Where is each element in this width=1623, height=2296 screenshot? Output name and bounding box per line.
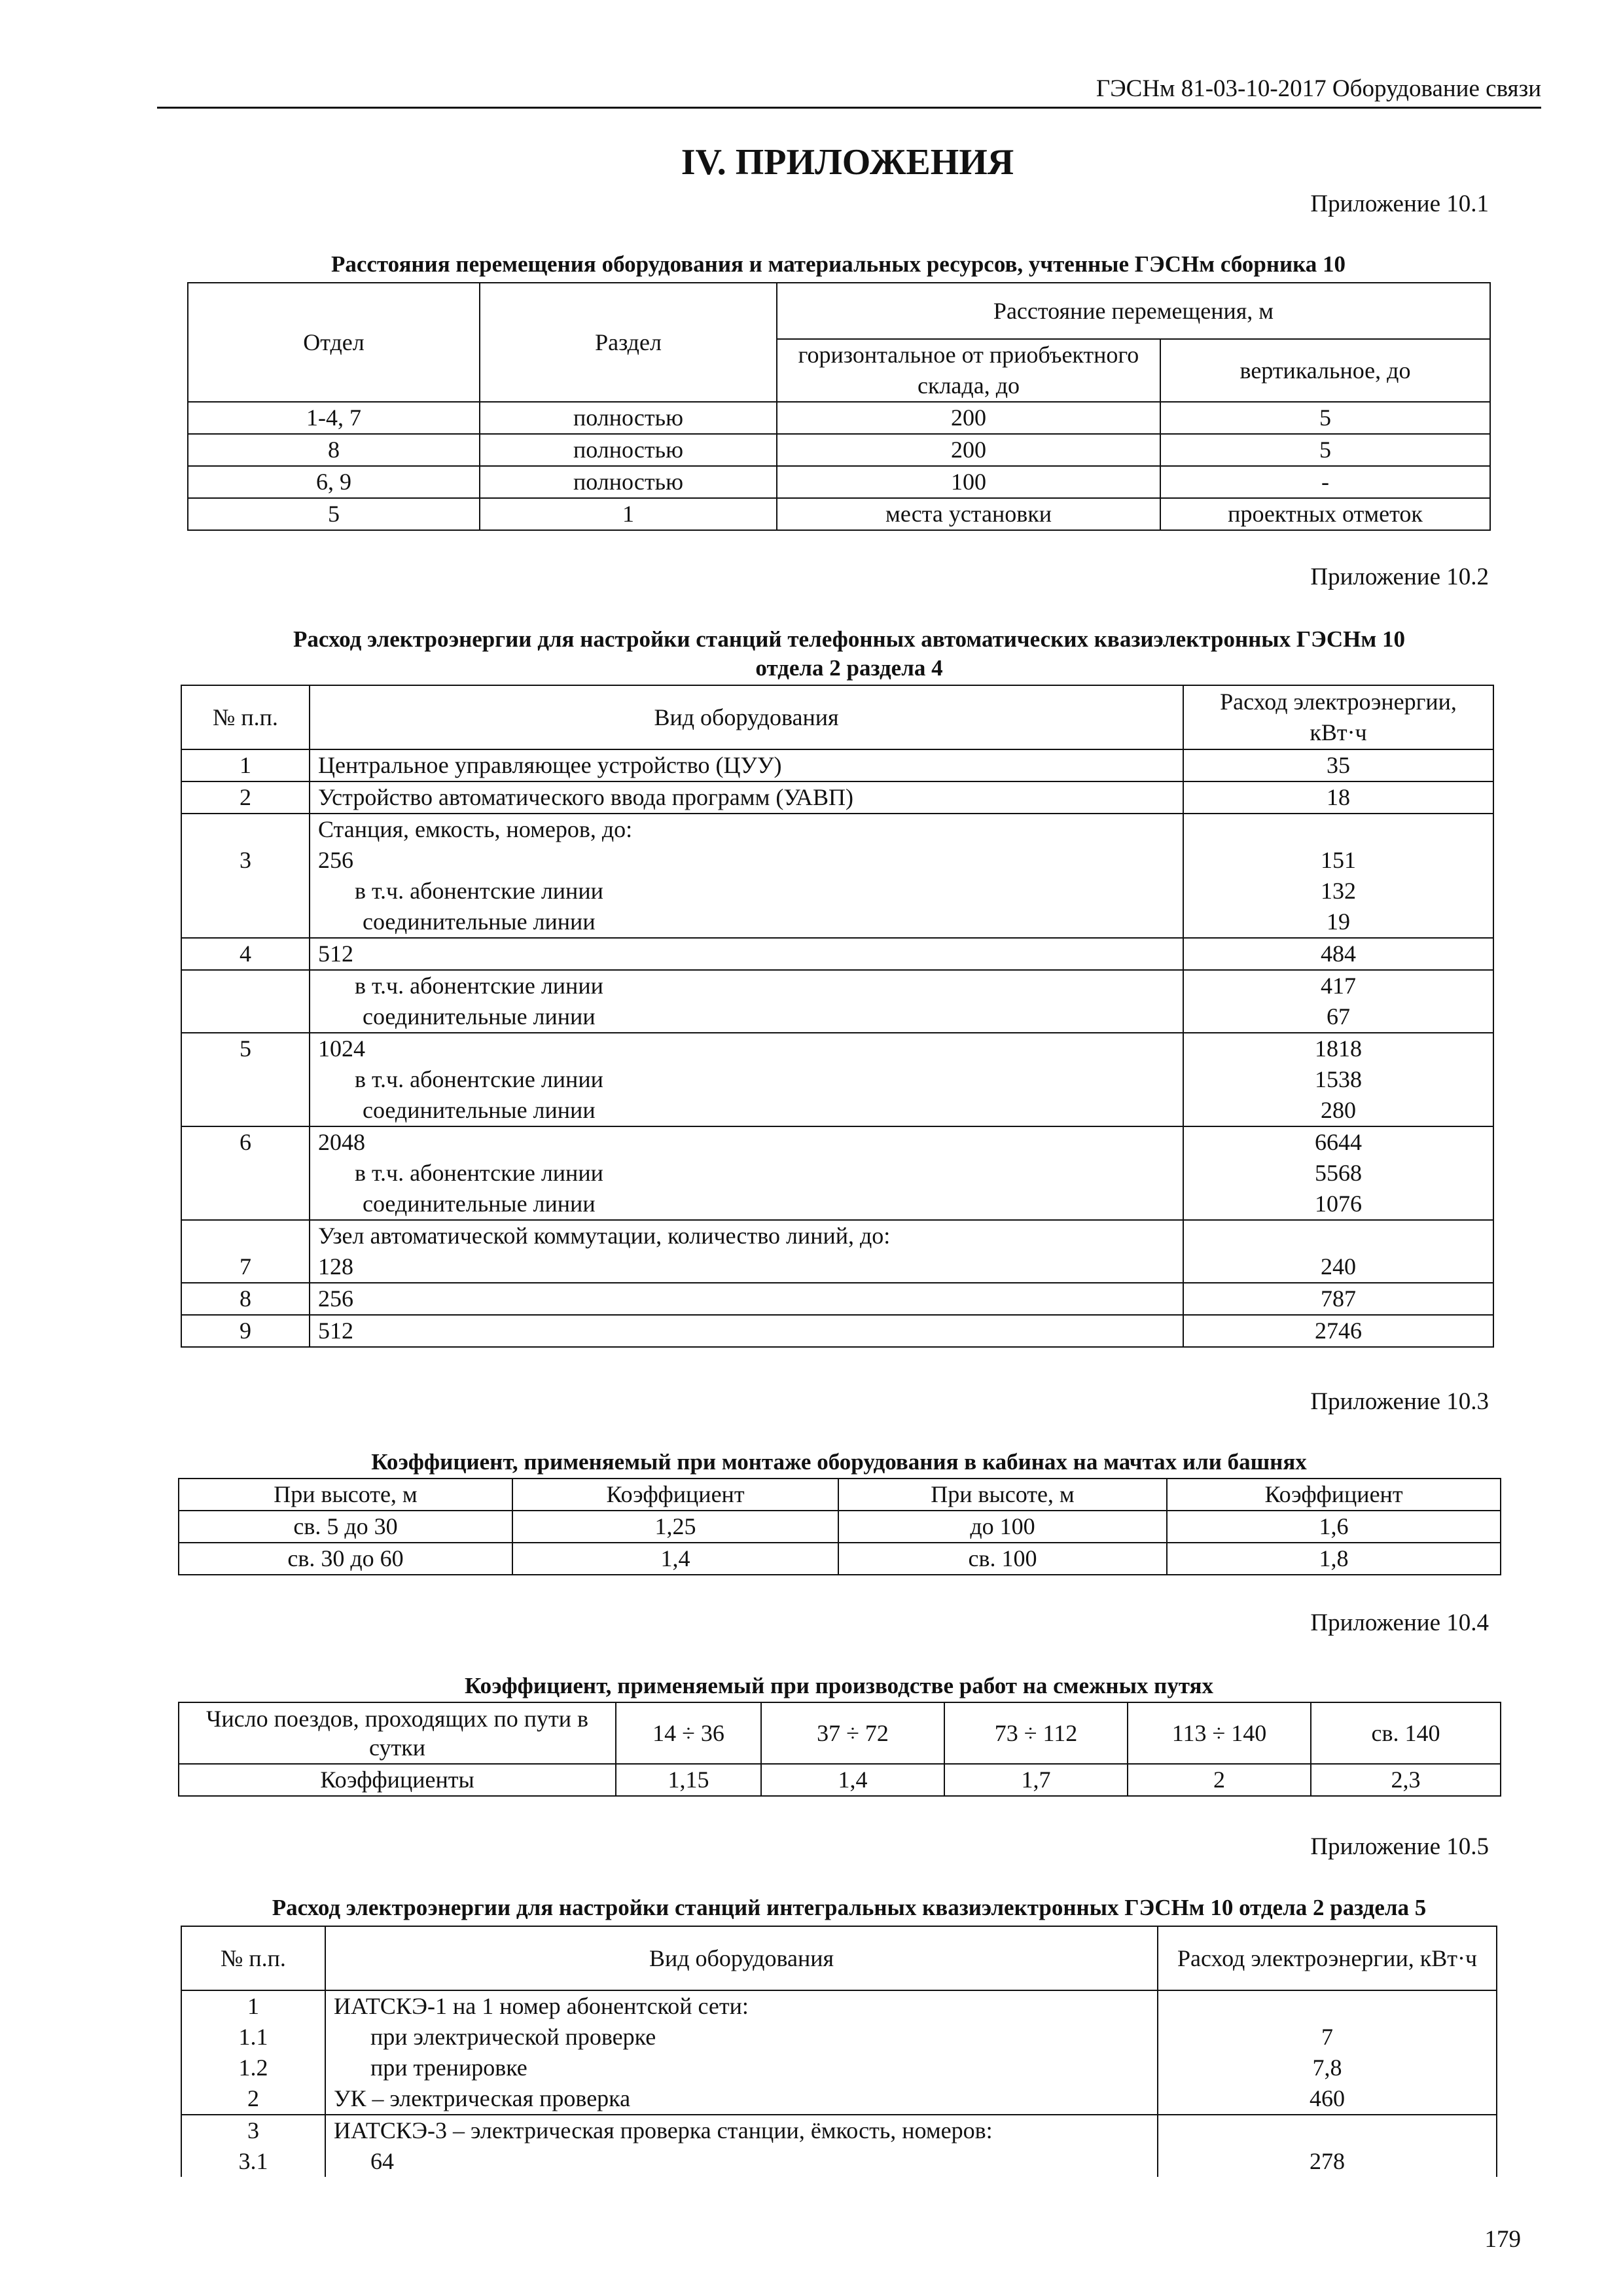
title-line: Расход электроэнергии для настройки станций телефонных автоматических квазиэлектронных ГЭСНм 10 bbox=[293, 626, 1405, 652]
cell-energy: 151 132 19 bbox=[1183, 814, 1493, 938]
col-header-horizontal: горизонтальное от приобъектного склада, до bbox=[777, 339, 1160, 402]
table-row bbox=[181, 970, 1493, 1033]
cell-energy: 2746 bbox=[1183, 1315, 1493, 1347]
cell-horizontal: 100 bbox=[777, 466, 1160, 498]
cell-vertical: проектных отметок bbox=[1160, 498, 1490, 530]
cell-coefficient: 2,3 bbox=[1311, 1764, 1501, 1796]
cell-razdel: 1 bbox=[480, 498, 777, 530]
table-row bbox=[181, 749, 1493, 781]
table-energy-quasi-electronic bbox=[181, 685, 1494, 1348]
cell-otdel: 1-4, 7 bbox=[188, 402, 480, 434]
cell-energy: 1818 1538 280 bbox=[1183, 1033, 1493, 1126]
cell-equipment: 2048 в т.ч. абонентские линии соединительные линии bbox=[310, 1126, 1183, 1220]
col-header-energy: Расход электроэнергии, кВт·ч bbox=[1183, 685, 1493, 749]
cell-equipment: 512 bbox=[310, 1315, 1183, 1347]
appendix-title-10-3: Коэффициент, применяемый при монтаже оборудования в кабинах на мачтах или башнях bbox=[371, 1449, 1307, 1475]
table-move-distances bbox=[187, 282, 1491, 531]
col-header-range: 14 ÷ 36 bbox=[616, 1702, 761, 1764]
cell-energy: 417 67 bbox=[1183, 970, 1493, 1033]
table-row bbox=[181, 2115, 1497, 2177]
col-header-equipment: Вид оборудования bbox=[325, 1926, 1158, 1990]
col-header-equipment: Вид оборудования bbox=[310, 685, 1183, 749]
cell-coefficient: 1,7 bbox=[944, 1764, 1128, 1796]
col-header-razdel: Раздел bbox=[480, 283, 777, 402]
cell-height: св. 5 до 30 bbox=[179, 1511, 512, 1543]
col-header-range: св. 140 bbox=[1311, 1702, 1501, 1764]
cell-coefficient: 1,25 bbox=[512, 1511, 838, 1543]
cell-num bbox=[181, 970, 310, 1033]
cell-num: 8 bbox=[181, 1283, 310, 1315]
cell-height: св. 100 bbox=[838, 1543, 1167, 1575]
col-header-distance: Расстояние перемещения, м bbox=[777, 283, 1490, 339]
appendix-label-10-1: Приложение 10.1 bbox=[1310, 190, 1489, 217]
table-row bbox=[188, 498, 1490, 530]
cell-energy: 484 bbox=[1183, 938, 1493, 970]
cell-energy: 35 bbox=[1183, 749, 1493, 781]
cell-equipment: в т.ч. абонентские линии соединительные линии bbox=[310, 970, 1183, 1033]
title-line: отдела 2 раздела 4 bbox=[755, 655, 943, 681]
cell-equipment: ИАТСКЭ-3 – электрическая проверка станции, ёмкость, номеров: 64 bbox=[325, 2115, 1158, 2177]
cell-vertical: - bbox=[1160, 466, 1490, 498]
appendix-title-10-2 bbox=[157, 625, 1541, 683]
cell-coefficient: 2 bbox=[1128, 1764, 1311, 1796]
table-row bbox=[188, 402, 1490, 434]
appendix-title-10-5: Расход электроэнергии для настройки станций интегральных квазиэлектронных ГЭСНм 10 отдела 2 раздела 5 bbox=[272, 1895, 1427, 1920]
table-header-row bbox=[179, 1702, 1501, 1764]
table-row bbox=[179, 1764, 1501, 1796]
table-train-coefficients bbox=[178, 1702, 1501, 1797]
cell-coefficient: 1,4 bbox=[512, 1543, 838, 1575]
cell-otdel: 6, 9 bbox=[188, 466, 480, 498]
cell-num: 3 bbox=[181, 814, 310, 938]
cell-vertical: 5 bbox=[1160, 434, 1490, 466]
table-row bbox=[181, 781, 1493, 814]
cell-coefficient: 1,6 bbox=[1167, 1511, 1501, 1543]
cell-height: св. 30 до 60 bbox=[179, 1543, 512, 1575]
cell-num: 2 bbox=[181, 781, 310, 814]
cell-num: 6 bbox=[181, 1126, 310, 1220]
table-header-row bbox=[179, 1479, 1501, 1511]
cell-num: 1 1.1 1.2 2 bbox=[181, 1990, 325, 2115]
cell-energy: 7 7,8 460 bbox=[1158, 1990, 1497, 2115]
table-energy-integral bbox=[181, 1926, 1497, 2177]
col-header-range: 73 ÷ 112 bbox=[944, 1702, 1128, 1764]
col-header-trains-per-day: Число поездов, проходящих по пути в сутки bbox=[179, 1702, 616, 1764]
appendix-label-10-2: Приложение 10.2 bbox=[1310, 564, 1489, 590]
header-rule bbox=[157, 107, 1541, 109]
appendix-label-10-4: Приложение 10.4 bbox=[1310, 1609, 1489, 1636]
cell-num: 3 3.1 bbox=[181, 2115, 325, 2177]
col-header-coefficient: Коэффициент bbox=[1167, 1479, 1501, 1511]
appendix-title-10-4: Коэффициент, применяемый при производстве работ на смежных путях bbox=[464, 1673, 1213, 1698]
table-header-row bbox=[188, 283, 1490, 339]
col-header-vertical: вертикальное, до bbox=[1160, 339, 1490, 402]
table-height-coefficients bbox=[178, 1478, 1501, 1575]
appendix-label-10-5: Приложение 10.5 bbox=[1310, 1833, 1489, 1860]
cell-razdel: полностью bbox=[480, 402, 777, 434]
col-header-energy: Расход электроэнергии, кВт·ч bbox=[1158, 1926, 1497, 1990]
appendix-label-10-3: Приложение 10.3 bbox=[1310, 1388, 1489, 1415]
section-title: IV. ПРИЛОЖЕНИЯ bbox=[681, 142, 1014, 183]
cell-coefficient: 1,8 bbox=[1167, 1543, 1501, 1575]
cell-horizontal: 200 bbox=[777, 434, 1160, 466]
cell-equipment: 256 bbox=[310, 1283, 1183, 1315]
table-row bbox=[188, 466, 1490, 498]
table-row bbox=[181, 814, 1493, 938]
col-header-num: № п.п. bbox=[181, 685, 310, 749]
table-header-row bbox=[181, 1926, 1497, 1990]
cell-energy: 240 bbox=[1183, 1220, 1493, 1283]
cell-equipment: ИАТСКЭ-1 на 1 номер абонентской сети: при электрической проверке при тренировке УК – электрическая проверка bbox=[325, 1990, 1158, 2115]
cell-coefficient: 1,4 bbox=[761, 1764, 944, 1796]
col-header-height: При высоте, м bbox=[838, 1479, 1167, 1511]
table-row bbox=[181, 1033, 1493, 1126]
col-header-height: При высоте, м bbox=[179, 1479, 512, 1511]
cell-equipment: Узел автоматической коммутации, количество линий, до: 128 bbox=[310, 1220, 1183, 1283]
cell-razdel: полностью bbox=[480, 466, 777, 498]
cell-coefficient: 1,15 bbox=[616, 1764, 761, 1796]
cell-equipment: 1024 в т.ч. абонентские линии соединительные линии bbox=[310, 1033, 1183, 1126]
cell-horizontal: 200 bbox=[777, 402, 1160, 434]
cell-vertical: 5 bbox=[1160, 402, 1490, 434]
cell-equipment: 512 bbox=[310, 938, 1183, 970]
table-row bbox=[188, 434, 1490, 466]
cell-energy: 278 bbox=[1158, 2115, 1497, 2177]
cell-num: 7 bbox=[181, 1220, 310, 1283]
cell-num: 4 bbox=[181, 938, 310, 970]
table-row bbox=[181, 1220, 1493, 1283]
cell-otdel: 8 bbox=[188, 434, 480, 466]
cell-energy: 18 bbox=[1183, 781, 1493, 814]
table-header-row bbox=[181, 685, 1493, 749]
cell-otdel: 5 bbox=[188, 498, 480, 530]
row-label-coefficients: Коэффициенты bbox=[179, 1764, 616, 1796]
table-row bbox=[181, 1126, 1493, 1220]
cell-energy: 6644 5568 1076 bbox=[1183, 1126, 1493, 1220]
cell-height: до 100 bbox=[838, 1511, 1167, 1543]
col-header-range: 37 ÷ 72 bbox=[761, 1702, 944, 1764]
cell-equipment: Станция, емкость, номеров, до: 256 в т.ч. абонентские линии соединительные линии bbox=[310, 814, 1183, 938]
cell-horizontal: места установки bbox=[777, 498, 1160, 530]
table-row bbox=[179, 1511, 1501, 1543]
table-row bbox=[181, 938, 1493, 970]
page-number: 179 bbox=[1484, 2226, 1521, 2253]
table-row bbox=[181, 1315, 1493, 1347]
col-header-otdel: Отдел bbox=[188, 283, 480, 402]
cell-num: 5 bbox=[181, 1033, 310, 1126]
cell-num: 1 bbox=[181, 749, 310, 781]
cell-energy: 787 bbox=[1183, 1283, 1493, 1315]
table-row bbox=[181, 1283, 1493, 1315]
col-header-coefficient: Коэффициент bbox=[512, 1479, 838, 1511]
table-row bbox=[179, 1543, 1501, 1575]
col-header-range: 113 ÷ 140 bbox=[1128, 1702, 1311, 1764]
cell-num: 9 bbox=[181, 1315, 310, 1347]
cell-razdel: полностью bbox=[480, 434, 777, 466]
table-row bbox=[181, 1990, 1497, 2115]
cell-equipment: Устройство автоматического ввода программ (УАВП) bbox=[310, 781, 1183, 814]
running-header: ГЭСНм 81-03-10-2017 Оборудование связи bbox=[1096, 75, 1541, 102]
appendix-title-10-1: Расстояния перемещения оборудования и материальных ресурсов, учтенные ГЭСНм сборника 10 bbox=[330, 251, 1346, 277]
col-header-num: № п.п. bbox=[181, 1926, 325, 1990]
cell-equipment: Центральное управляющее устройство (ЦУУ) bbox=[310, 749, 1183, 781]
